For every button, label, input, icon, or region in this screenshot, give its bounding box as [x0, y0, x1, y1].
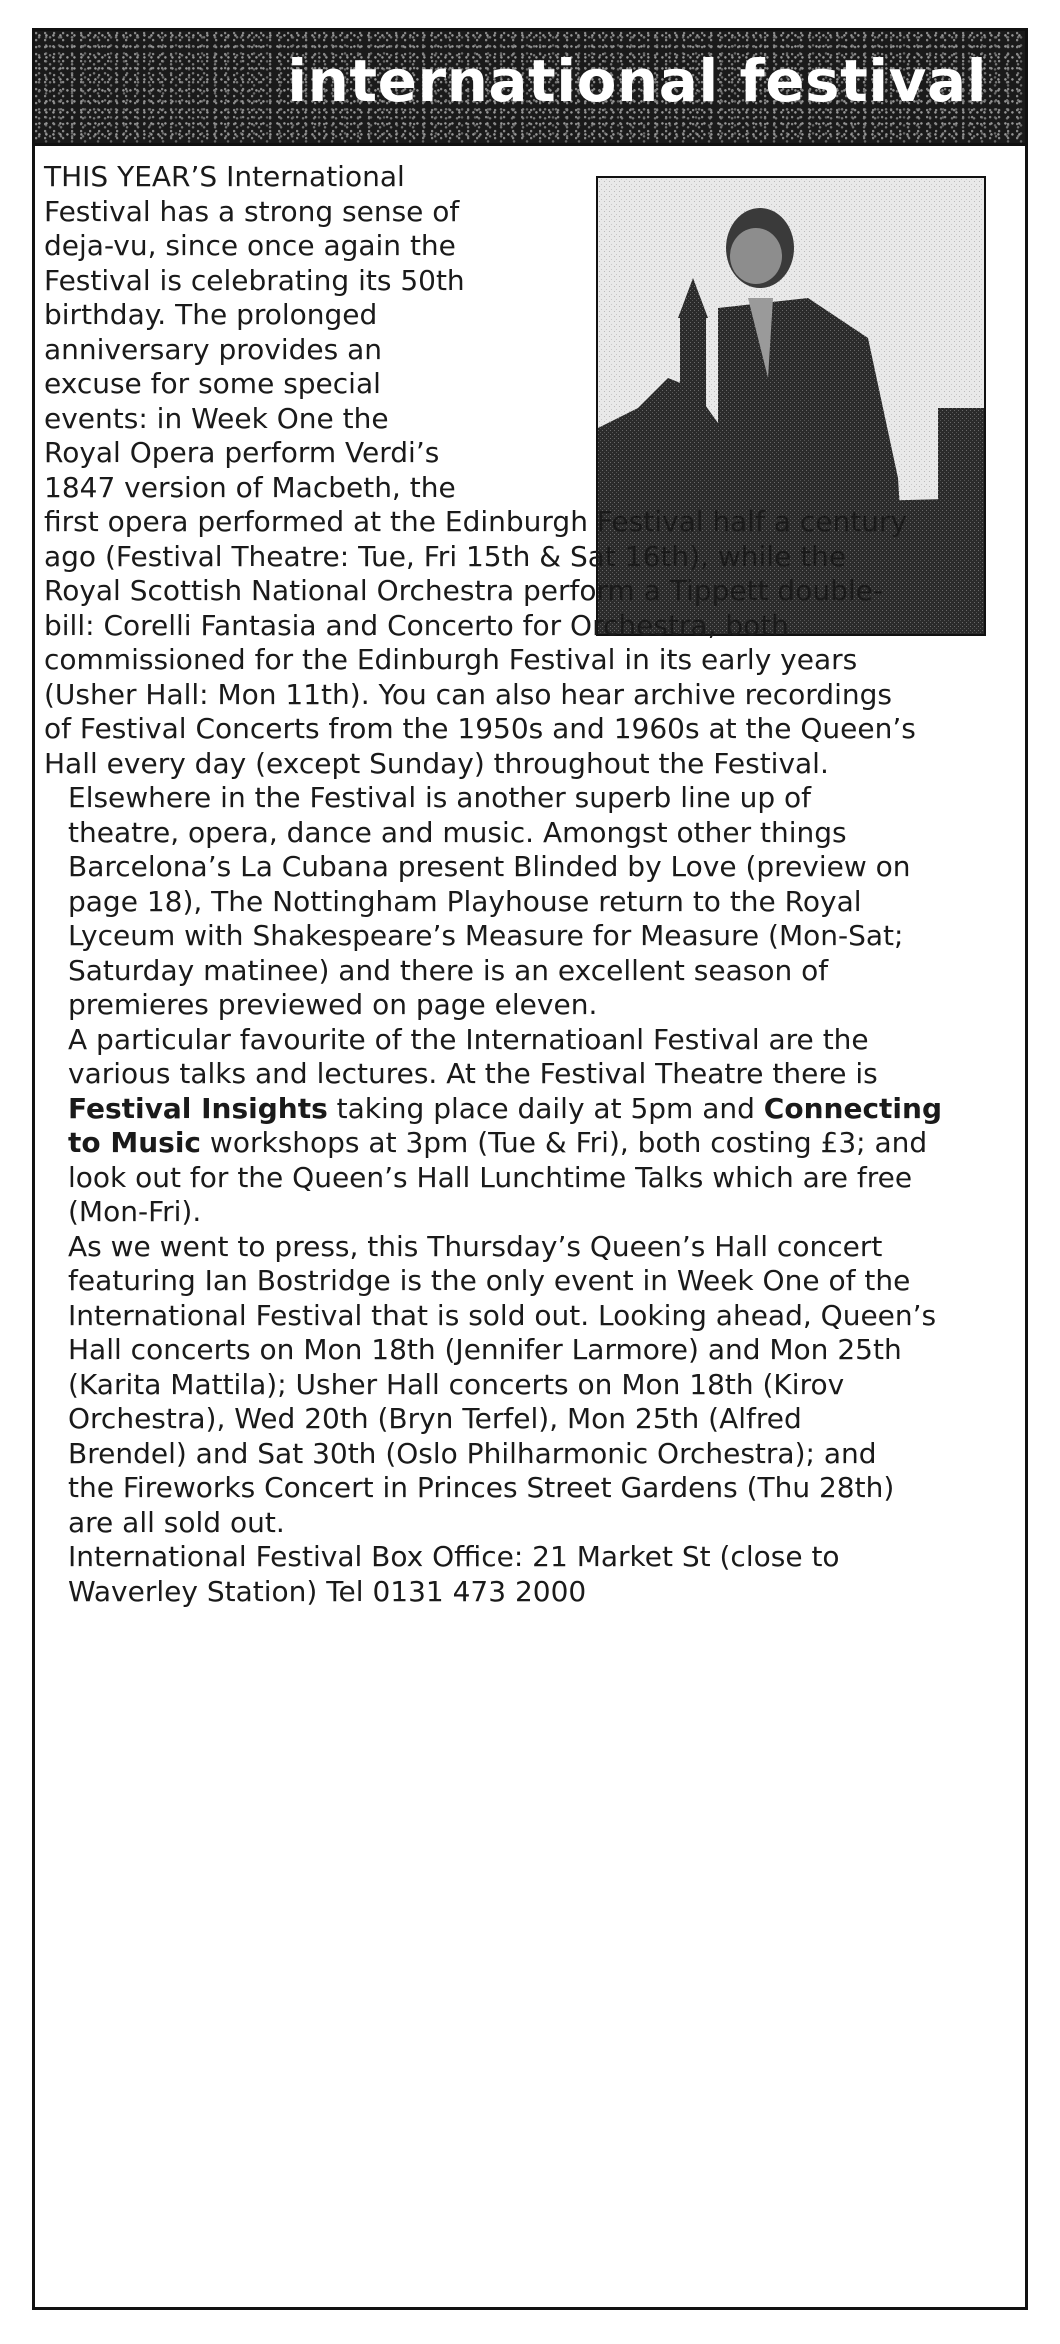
text-line: [44, 1368, 1014, 1403]
text-segment: (Karita Mattila); Usher Hall concerts on Mon 18th (Kirov: [68, 1367, 845, 1401]
text-segment: As we went to press, this Thursday’s Queen’s Hall concert: [68, 1229, 883, 1263]
text-segment: Festival has a strong sense of: [44, 194, 460, 228]
text-line: [44, 1471, 1014, 1506]
text-line: [44, 643, 1014, 678]
text-segment: birthday. The prolonged: [44, 298, 378, 331]
text-line: [44, 1575, 1014, 1610]
text-segment: page 18), The Nottingham Playhouse return to the Royal: [68, 884, 862, 918]
text-segment: International Festival Box Office: 21 Market St (close to: [68, 1540, 840, 1573]
text-line: [44, 1264, 1014, 1299]
text-segment: bill: Corelli Fantasia and Concerto for Orchestra, both: [44, 608, 790, 642]
text-line: [44, 1161, 1014, 1196]
text-line: [44, 919, 1014, 954]
text-segment: premieres previewed on page eleven.: [68, 988, 598, 1021]
text-segment: Orchestra), Wed 20th (Bryn Terfel), Mon 25th (Alfred: [68, 1402, 802, 1435]
text-segment: are all sold out.: [68, 1505, 285, 1539]
article-paragraph: [44, 1540, 1014, 1609]
text-line: [44, 402, 1014, 437]
text-segment: events: in Week One the: [44, 401, 389, 435]
text-segment: Brendel) and Sat 30th (Oslo Philharmonic Orchestra); and: [68, 1436, 877, 1470]
text-segment: commissioned for the Edinburgh Festival in its early years: [44, 643, 858, 676]
text-segment: look out for the Queen’s Hall Lunchtime Talks which are free: [68, 1160, 913, 1194]
text-segment: theatre, opera, dance and music. Amongst other things: [68, 815, 847, 849]
text-line: [44, 1333, 1014, 1368]
text-line: [44, 367, 1014, 402]
text-line: [44, 1057, 1014, 1092]
text-segment: Hall concerts on Mon 18th (Jennifer Larmore) and Mon 25th: [68, 1333, 902, 1366]
article-paragraph: [44, 1023, 1014, 1230]
text-line: [44, 1299, 1014, 1334]
text-line: [44, 160, 1014, 195]
text-segment: Royal Opera perform Verdi’s: [44, 436, 440, 469]
text-line: [44, 436, 1014, 471]
text-segment: deja-vu, since once again the: [44, 229, 456, 262]
text-line: [44, 678, 1014, 713]
text-segment: featuring Ian Bostridge is the only event in Week One of the: [68, 1264, 911, 1297]
text-segment: first opera performed at the Edinburgh Festival half a century: [44, 505, 908, 538]
text-line: [44, 229, 1014, 264]
text-line: [44, 1230, 1014, 1265]
text-line: [44, 1092, 1014, 1127]
text-line: [44, 885, 1014, 920]
text-segment: Saturday matinee) and there is an excellent season of: [68, 953, 829, 987]
text-line: [44, 954, 1014, 989]
page-title: international festival: [287, 47, 987, 115]
text-segment: (Usher Hall: Mon 11th). You can also hear archive recordings: [44, 677, 892, 711]
article-paragraph: [44, 160, 1014, 781]
text-line: [44, 816, 1014, 851]
text-segment: A particular favourite of the Internatioanl Festival are the: [68, 1022, 869, 1056]
text-segment: various talks and lectures. At the Festival Theatre there is: [68, 1057, 878, 1090]
bold-event-name: Connecting: [763, 1091, 942, 1125]
text-segment: of Festival Concerts from the 1950s and 1960s at the Queen’s: [44, 712, 916, 745]
text-line: [44, 1126, 1014, 1161]
text-segment: excuse for some special: [44, 367, 381, 400]
article-body: [44, 160, 1014, 1609]
text-segment: 1847 version of Macbeth, the: [44, 470, 456, 504]
text-segment: International Festival that is sold out. Looking ahead, Queen’s: [68, 1298, 937, 1332]
text-segment: anniversary provides an: [44, 332, 383, 366]
text-line: [44, 264, 1014, 299]
text-segment: Royal Scottish National Orchestra perform a Tippett double-: [44, 574, 883, 607]
text-segment: workshops at 3pm (Tue & Fri), both costing £3; and: [201, 1126, 928, 1159]
text-line: [44, 1506, 1014, 1541]
text-line: [44, 850, 1014, 885]
text-segment: Waverley Station) Tel 0131 473 2000: [68, 1574, 587, 1608]
text-segment: the Fireworks Concert in Princes Street Gardens (Thu 28th): [68, 1471, 895, 1504]
text-line: [44, 471, 1014, 506]
header-banner: [35, 31, 1025, 146]
bold-event-name: Festival Insights: [68, 1091, 328, 1125]
text-line: [44, 988, 1014, 1023]
text-line: [44, 712, 1014, 747]
text-line: [44, 333, 1014, 368]
text-line: [44, 1402, 1014, 1437]
text-line: [44, 540, 1014, 575]
text-line: [44, 609, 1014, 644]
text-line: [44, 505, 1014, 540]
text-line: [44, 195, 1014, 230]
text-line: [44, 1023, 1014, 1058]
text-line: [44, 1437, 1014, 1472]
text-segment: (Mon-Fri).: [68, 1195, 202, 1228]
text-line: [44, 574, 1014, 609]
text-segment: Lyceum with Shakespeare’s Measure for Measure (Mon-Sat;: [68, 919, 904, 952]
text-segment: THIS YEAR’S International: [44, 160, 405, 193]
text-segment: Elsewhere in the Festival is another superb line up of: [68, 781, 812, 814]
text-line: [44, 1540, 1014, 1575]
text-line: [44, 1195, 1014, 1230]
text-segment: taking place daily at 5pm and: [327, 1091, 764, 1125]
article-paragraph: [44, 1230, 1014, 1541]
article-paragraph: [44, 781, 1014, 1023]
text-line: [44, 781, 1014, 816]
text-line: [44, 747, 1014, 782]
bold-event-name: to Music: [68, 1126, 202, 1159]
text-segment: Hall every day (except Sunday) throughout the Festival.: [44, 746, 829, 780]
text-segment: Festival is celebrating its 50th: [44, 263, 465, 297]
text-segment: Barcelona’s La Cubana present Blinded by Love (preview on: [68, 850, 911, 883]
text-segment: ago (Festival Theatre: Tue, Fri 15th & Sat 16th), while the: [44, 539, 847, 573]
text-line: [44, 298, 1014, 333]
